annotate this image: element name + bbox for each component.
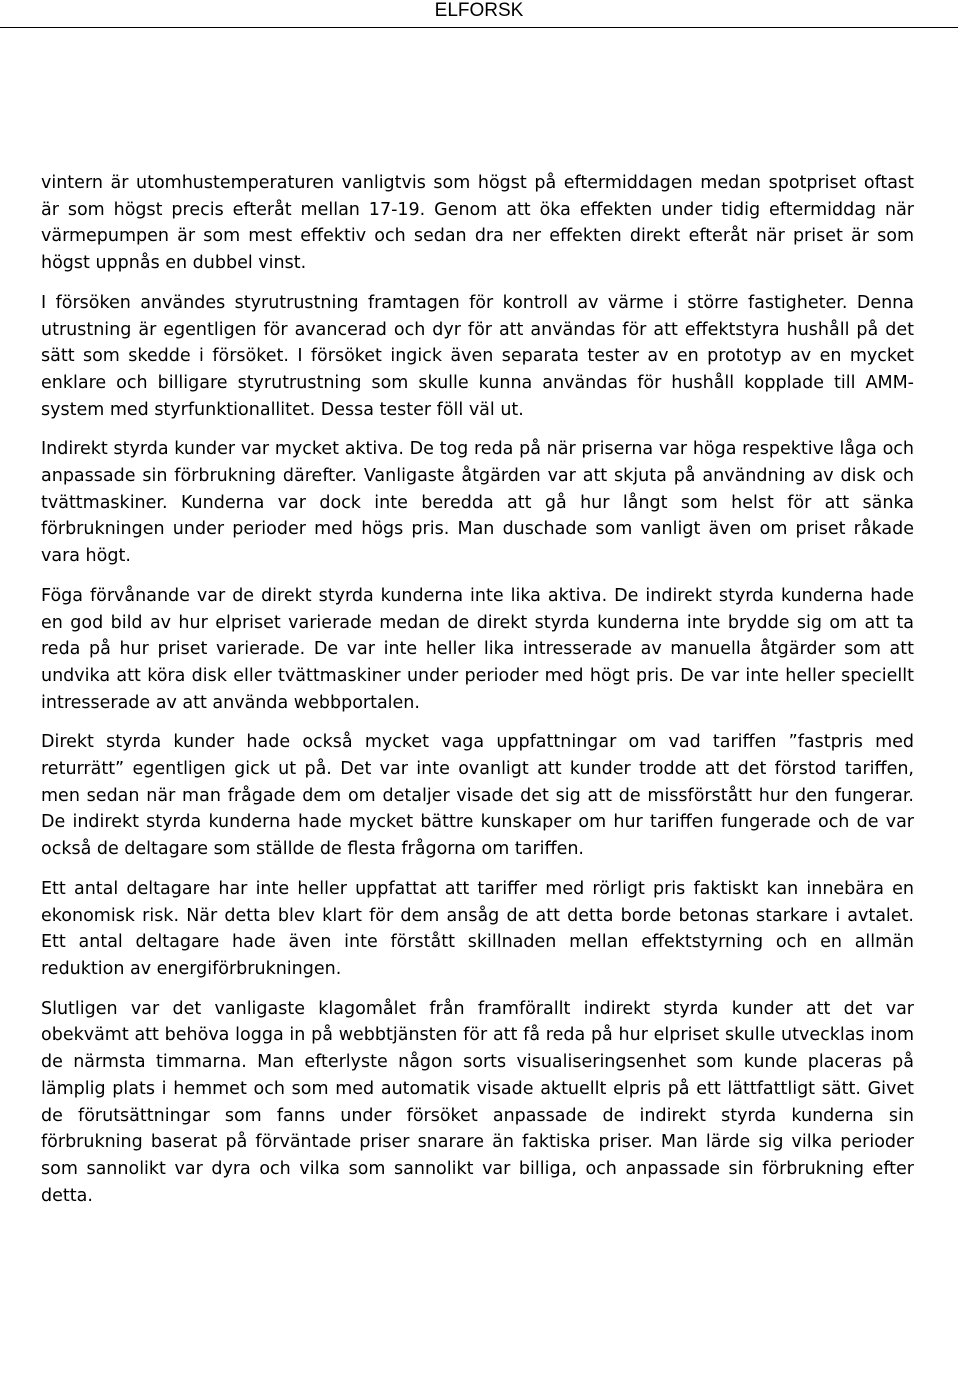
paragraph: Föga förvånande var de direkt styrda kunderna inte lika aktiva. De indirekt styrda kunderna hade en god bild av hur elpriset varierade medan de direkt styrda kunderna inte brydde sig om att ta reda på hur priset varierade. De var inte heller lika intresserade av manuella åtgärder som att undvika att köra disk eller tvättmaskiner under perioder med högt pris. De var inte heller speciellt intresserade av att använda webbportalen.	[41, 585, 914, 713]
paragraph: I försöken användes styrutrustning framtagen för kontroll av värme i större fastigheter. Denna utrustning är egentligen för avancerad och dyr för att användas för att effektstyra hushåll på det sätt som skedde i försöket. I försöket ingick även separata tester av en prototyp av en mycket enklare och billigare styrutrustning som skulle kunna användas för hushåll kopplade till AMM-system med styrfunktionallitet. Dessa tester föll väl ut.	[41, 292, 914, 420]
paragraph: vintern är utomhustemperaturen vanligtvis som högst på eftermiddagen medan spotpriset oftast är som högst precis efteråt mellan 17-19. Genom att öka effekten under tidig eftermiddag när värmepumpen är som mest effektiv och sedan dra ner effekten direkt efteråt när priset är som högst uppnås en dubbel vinst.	[41, 173, 914, 274]
paragraph: Ett antal deltagare har inte heller uppfattat att tariffer med rörligt pris faktiskt kan innebära en ekonomisk risk. När detta blev klart för dem ansåg de att detta borde betonas starkare i avtalet. Ett antal deltagare hade även inte förstått skillnaden mellan effektstyrning och en allmän reduktion av energiförbrukningen.	[41, 878, 914, 979]
paragraph: Direkt styrda kunder hade också mycket vaga uppfattningar om vad tariffen ”fastpris med returrätt” egentligen gick ut på. Det var inte ovanligt att kunder trodde att det förstod tariffen, men sedan när man frågade dem om detaljer visade det sig att de missförstått hur den fungerar. De indirekt styrda kunderna hade mycket bättre kunskaper om hur tariffen fungerade och de var också de deltagare som ställde de flesta frågorna om tariffen.	[41, 732, 914, 860]
header-title: ELFORSK	[434, 0, 524, 21]
page-header	[0, 0, 958, 28]
document-body	[41, 170, 914, 1209]
paragraph: Indirekt styrda kunder var mycket aktiva. De tog reda på när priserna var höga respektive låga och anpassade sin förbrukning därefter. Vanligaste åtgärden var att skjuta på användning av disk och tvättmaskiner. Kunderna var dock inte beredda att gå hur långt som helst för att sänka förbrukningen under perioder med högs pris. Man duschade som vanligt även om priset råkade vara högt.	[41, 439, 914, 567]
paragraph: Slutligen var det vanligaste klagomålet från framförallt indirekt styrda kunder att det var obekvämt att behöva logga in på webbtjänsten för att få reda på hur elpriset skulle utvecklas inom de närmsta timmarna. Man efterlyste någon sorts visualiseringsenhet som kunde placeras på lämplig plats i hemmet och som med automatik visade aktuellt elpris på ett lättfattligt sätt. Givet de förutsättningar som fanns under försöket anpassade de indirekt styrda kunderna sin förbrukning baserat på förväntade priser snarare än faktiska priser. Man lärde sig vilka perioder som sannolikt var dyra och vilka som sannolikt var billiga, och anpassade sin förbrukning efter detta.	[41, 998, 914, 1206]
